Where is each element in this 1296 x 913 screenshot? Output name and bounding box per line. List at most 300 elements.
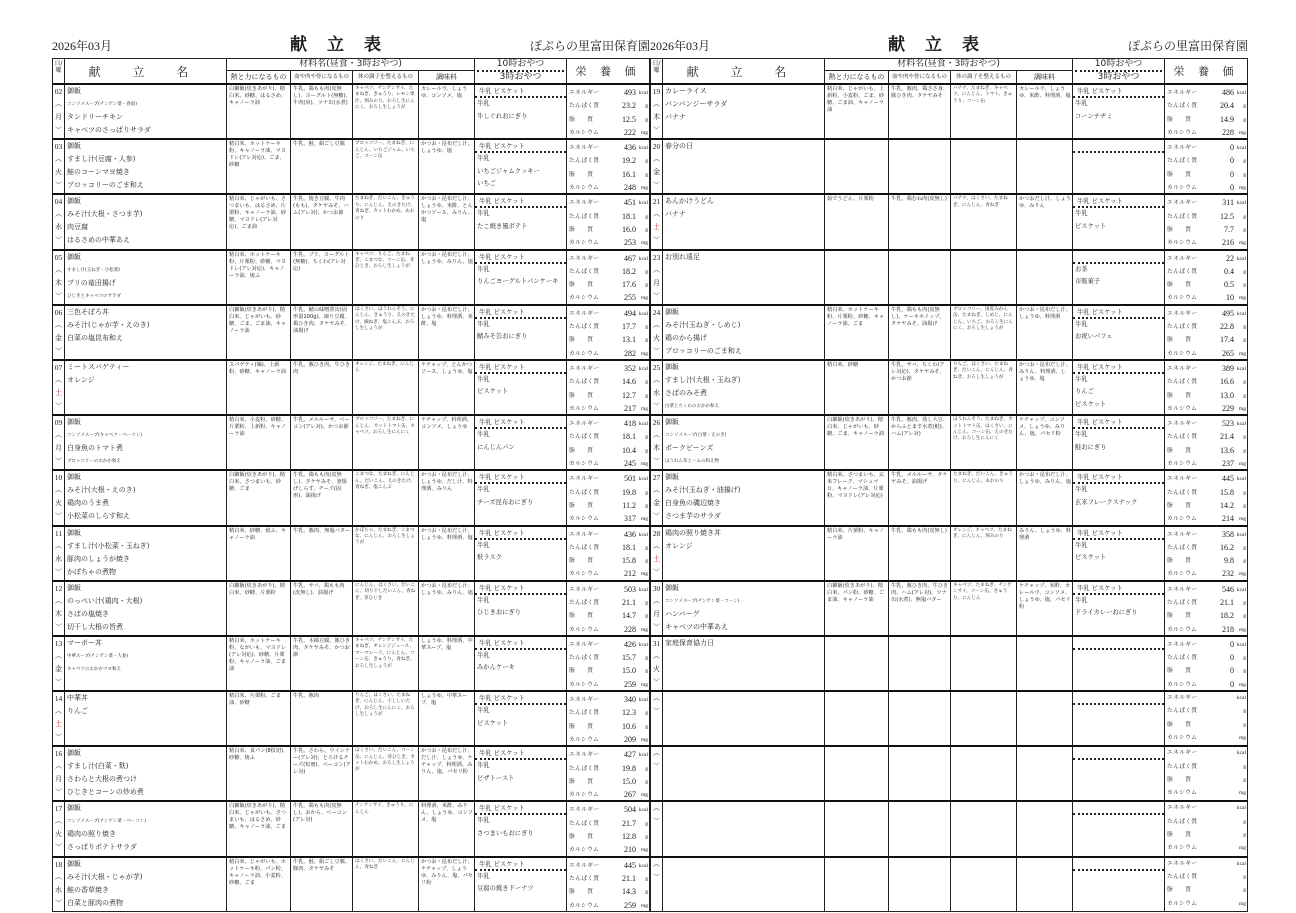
- day-number: 14: [54, 694, 63, 704]
- ingredients-seasoning: [1017, 691, 1073, 746]
- ingredients-energy: [825, 691, 889, 746]
- nutrition-cell: [567, 250, 650, 305]
- paren-open: ︵: [653, 596, 660, 605]
- snack-pm-item: ビスケット: [1075, 554, 1107, 561]
- ingredients-energy: 白御飯(炊きあがり)、精白米、じゃがいも、砂糖、ごま、ごま油、キャノーラ油: [227, 305, 291, 360]
- dish-name: バナナ: [665, 210, 686, 219]
- snack-pm: [1073, 540, 1164, 565]
- nutrition-fat: 脂 質 15.8 g: [569, 556, 648, 566]
- nutrition-fat: 脂 質 10.4 g: [569, 445, 648, 455]
- ingredients-seasoning: ケチャップ、コンソメ、しょうゆ、みりん、塩、パセリ粉: [1017, 415, 1073, 470]
- ingredients-body: 牛乳、木綿豆腐、豚ひき肉、タケヤみそ、かつお節: [291, 636, 353, 691]
- ingredients-body: 牛乳、さわら、ウインナー(アレ対)、とろけるチーズ(短冊)、ベーコン(アレ対): [291, 746, 353, 801]
- date-cell: [651, 470, 663, 525]
- date-cell: [651, 250, 663, 305]
- dish-name: タンドリーチキン: [67, 113, 123, 121]
- dish-name: 白身魚の磯辺焼き: [665, 499, 721, 508]
- ingredients-condition: オレンジ、キャベツ、たまねぎ、にんじん、刻みのり: [951, 526, 1017, 581]
- snack-pm-item: 牛乳: [477, 375, 490, 383]
- nutrition-fat: 脂 質 14.2 g: [1167, 500, 1246, 510]
- snack-am: [1073, 858, 1164, 871]
- ingredients-body: 牛乳、豚肉、無塩バター: [291, 526, 353, 581]
- snack-pm: [1073, 319, 1164, 344]
- snack-pm: [1073, 595, 1164, 620]
- paren-open: ︵: [55, 155, 62, 164]
- ingredients-condition: こまつな、たまねぎ、にんじん、だいこん、えのきたけ、青ねぎ、塩こんぶ: [353, 470, 419, 525]
- ingredients-condition: かぼちゃ、たまねぎ、こまつな、にんじん、おろし生しょうが: [353, 526, 419, 581]
- dish-name: 家庭保育協力日: [665, 638, 714, 647]
- day-number: 16: [54, 749, 63, 759]
- nutrition-energy: エネルギー 436 kcal: [569, 529, 648, 539]
- nutrition-cell: [1165, 857, 1248, 912]
- nutrition-protein: たんぱく質 g: [1167, 763, 1246, 770]
- paren-close: ︶: [55, 346, 62, 355]
- snack-cell: [475, 636, 567, 691]
- snack-pm: [475, 650, 566, 675]
- snack-am: [1073, 140, 1164, 153]
- dish-name: 鶏肉の照り焼き丼: [665, 528, 721, 537]
- paren-close: ︶: [55, 291, 62, 300]
- snack-am: 牛乳 ビスケット: [475, 306, 566, 319]
- ingredients-condition: キャベツ、チンゲンサイ、たまねぎ、きゅうり、レモン果汁、刻みのり、おろし生にんにく、おろし生しょうが: [353, 84, 419, 139]
- nutrition-fat: 脂 質 11.2 g: [569, 500, 648, 510]
- ingredients-energy: 精白米、砂糖、焼ふ、キャノーラ油: [227, 526, 291, 581]
- dish-name: 小松菜のしらす和え: [67, 512, 130, 521]
- dish-name: ミートスパゲティー: [67, 362, 130, 371]
- day-number: 30: [652, 583, 661, 593]
- snack-am: 牛乳 ビスケット: [475, 361, 566, 374]
- dish-name: さっぱりポテトサラダ: [67, 843, 137, 852]
- snack-cell: [1073, 360, 1165, 415]
- weekday: 水: [55, 223, 62, 232]
- nutrition-cell: [1165, 801, 1248, 856]
- nutrition-energy: エネルギー kcal: [1167, 750, 1246, 757]
- paren-open: ︵: [55, 872, 62, 881]
- ingredients-body: 牛乳、豚肉、鶏ささ身、豚ひき肉、タケヤみそ: [889, 84, 951, 139]
- day-number: 23: [652, 252, 661, 262]
- paren-close: ︶: [55, 126, 62, 134]
- menu-cell: [663, 250, 825, 305]
- dish-name: 三色そぼろ丼: [67, 307, 109, 316]
- menu-cell: [65, 84, 227, 139]
- dish-name: 鮭のコーンマヨ焼き: [67, 168, 130, 177]
- snack-am: 牛乳 ビスケット: [475, 251, 566, 264]
- header-row: [53, 59, 650, 71]
- paren-close: ︶: [55, 567, 62, 576]
- ingredients-seasoning: [1017, 857, 1073, 912]
- paren-close: ︶: [653, 567, 660, 576]
- ingredients-seasoning: カレールウ、しょうゆ、米酢、料理酒、塩: [1017, 84, 1073, 139]
- nutrition-protein: たんぱく質 0.4 g: [1167, 266, 1246, 276]
- snack-am: 牛乳 ビスケット: [475, 582, 566, 595]
- col-header-body-foods: 血や肉や骨になるもの: [291, 71, 353, 85]
- dish-name: 御飯: [67, 804, 81, 813]
- ingredients-body: 牛乳、鶏もも肉(皮無し): [889, 526, 951, 581]
- nutrition-energy: エネルギー 493 kcal: [569, 88, 648, 97]
- nutrition-fat: 脂 質 g: [1167, 776, 1246, 783]
- snack-pm-item: 麩ラスク: [477, 554, 502, 561]
- snack-pm: [475, 484, 566, 509]
- menu-day-row: [651, 360, 1248, 415]
- dish-name: みそ汁(じゃが芋・えのき): [67, 320, 150, 329]
- nutrition-protein: たんぱく質 21.1 g: [1167, 597, 1246, 607]
- dish-name: バナナ: [665, 113, 686, 121]
- weekday: 金: [653, 499, 660, 508]
- nutrition-calcium: カルシウム mg: [1167, 900, 1246, 907]
- ingredients-body: 牛乳、ブリ、ヨーグルト(無糖)、ちくわ(アレ対応): [291, 250, 353, 305]
- dish-name: ブロッコリーのおかか和え: [67, 459, 121, 465]
- dish-name: 御飯: [67, 473, 81, 482]
- date-cell: [651, 415, 663, 470]
- nutrition-protein: たんぱく質 18.1 g: [569, 432, 648, 442]
- nutrition-calcium: カルシウム 216 mg: [1167, 238, 1246, 248]
- ingredients-energy: [825, 746, 889, 801]
- snack-cell: [1073, 305, 1165, 360]
- snack-pm-item: りんご: [1075, 388, 1094, 396]
- menu-day-row: [651, 801, 1248, 856]
- date-cell: [53, 470, 65, 525]
- weekday: 木: [653, 113, 660, 121]
- snack-cell: [1073, 801, 1165, 856]
- ingredients-body: 牛乳、豚肉、蒸し大豆、からふとます水煮(鮭)、ハム(アレ対): [889, 415, 951, 470]
- page-header-right: [650, 30, 1248, 56]
- menu-cell: [65, 801, 227, 856]
- dish-name: コンソメスープ(チンゲン菜・ベーコン): [67, 819, 147, 825]
- menu-day-row: [53, 857, 650, 912]
- dish-name: 鶏肉の照り焼き: [67, 830, 116, 839]
- snack-am: 牛乳 ビスケット: [1073, 416, 1164, 429]
- menu-day-row: [53, 581, 650, 636]
- snack-am: 牛乳 ビスケット: [475, 195, 566, 208]
- snack-cell: [1073, 194, 1165, 249]
- nutrition-energy: エネルギー 311 kcal: [1167, 198, 1246, 208]
- nutrition-energy: エネルギー 358 kcal: [1167, 529, 1246, 539]
- ingredients-seasoning: ケチャップ、米酢、カレールウ、コンソメ、しょうゆ、塩、パセリ粉: [1017, 581, 1073, 636]
- dish-name: バンバンジーサラダ: [665, 100, 728, 108]
- snack-cell: [1073, 746, 1165, 801]
- snack-pm-item: りんごヨーグルトパンケーキ: [477, 278, 559, 286]
- col-header-menu: 献 立 名: [663, 59, 825, 85]
- nutrition-calcium: カルシウム 282 mg: [569, 348, 648, 358]
- nutrition-calcium: カルシウム 259 mg: [569, 900, 648, 910]
- ingredients-condition: たまねぎ、だいこん、きゅうり、にんじん、えのきたけ、青ねぎ、カットわかめ、あおのり: [353, 194, 419, 249]
- col-header-snacks: [1073, 59, 1165, 85]
- nutrition-cell: [1165, 194, 1248, 249]
- nutrition-energy: エネルギー 494 kcal: [569, 308, 648, 318]
- paren-open: ︵: [55, 762, 62, 771]
- snack-am: 牛乳 ビスケット: [475, 85, 566, 98]
- nutrition-cell: [567, 194, 650, 249]
- nutrition-energy: エネルギー kcal: [1167, 805, 1246, 812]
- nutrition-calcium: カルシウム 217 mg: [569, 403, 648, 413]
- nutrition-energy: エネルギー 523 kcal: [1167, 419, 1246, 429]
- snack-am: 牛乳 ビスケット: [475, 140, 566, 153]
- nutrition-cell: [567, 691, 650, 746]
- page-title: 献立表: [290, 35, 401, 55]
- ingredients-body: 牛乳、豚ひき肉、牛ひき肉、ハム(アレ対)、ツナ缶(水煮)、無塩バター: [889, 581, 951, 636]
- snack-pm-item: 鯖みそ缶おにぎり: [477, 333, 528, 341]
- date-cell: [53, 857, 65, 912]
- paren-close: ︶: [653, 291, 660, 300]
- nutrition-cell: [567, 636, 650, 691]
- nutrition-cell: [567, 305, 650, 360]
- nutrition-fat: 脂 質 9.8 g: [1167, 556, 1246, 566]
- menu-cell: [65, 415, 227, 470]
- paren-open: ︵: [653, 431, 660, 440]
- menu-cell: [663, 526, 825, 581]
- nutrition-energy: エネルギー 0 kcal: [1167, 639, 1246, 649]
- ingredients-condition: りんご、はくさい、たまねぎ、だいこん、にんじん、青ねぎ、おろし生しょうが: [951, 360, 1017, 415]
- dish-name: さわらと大根の煮つけ: [67, 775, 137, 784]
- nutrition-fat: 脂 質 18.2 g: [1167, 611, 1246, 621]
- nutrition-protein: たんぱく質 19.2 g: [569, 156, 648, 166]
- nutrition-calcium: カルシウム 265 mg: [1167, 348, 1246, 358]
- dish-name: みそ汁(大根・さつま芋): [67, 210, 143, 219]
- paren-open: ︵: [55, 375, 62, 384]
- snack-am: 牛乳 ビスケット: [1073, 527, 1164, 540]
- dish-name: りんご: [67, 707, 88, 716]
- menu-cell: [65, 139, 227, 194]
- menu-day-row: [53, 250, 650, 305]
- ingredients-body: 牛乳、鯖の味噌煮缶(固形量100g)、凍り豆腐、鶏ひき肉、タケヤみそ、油揚げ: [291, 305, 353, 360]
- col-header-seasoning: 調味料: [419, 71, 475, 85]
- nutrition-fat: 脂 質 0 g: [1167, 169, 1246, 179]
- col-header-body-foods: 血や肉や骨になるもの: [889, 71, 951, 85]
- snack-cell: [475, 250, 567, 305]
- nutrition-cell: [567, 415, 650, 470]
- day-number: 31: [652, 638, 661, 648]
- nutrition-cell: [1165, 360, 1248, 415]
- snack-cell: [475, 360, 567, 415]
- day-number: 17: [54, 804, 63, 814]
- date-cell: [651, 746, 663, 801]
- dish-name: 御飯: [665, 418, 679, 427]
- ingredients-condition: [951, 801, 1017, 856]
- nutrition-protein: たんぱく質 21.1 g: [569, 597, 648, 607]
- paren-open: ︵: [55, 541, 62, 550]
- ingredients-energy: [825, 250, 889, 305]
- date-cell: [53, 415, 65, 470]
- ingredients-energy: 精白米、じゃがいも、ホットケーキ粉、パン粉、キャノーラ油、小麦粉、砂糖、ごま: [227, 857, 291, 912]
- snack-am: 牛乳 ビスケット: [475, 637, 566, 650]
- nutrition-calcium: カルシウム 0 mg: [1167, 183, 1246, 193]
- dish-name: 御飯: [665, 583, 679, 592]
- menu-cell: [65, 857, 227, 912]
- paren-open: ︵: [653, 749, 660, 758]
- nutrition-energy: エネルギー 427 kcal: [569, 750, 648, 760]
- ingredients-seasoning: かつお・昆布だし汁、しょうゆ、米酢、とんかつソース、みりん、塩: [419, 194, 475, 249]
- menu-cell: [65, 305, 227, 360]
- date-cell: [651, 139, 663, 194]
- nutrition-calcium: カルシウム 209 mg: [569, 734, 648, 744]
- nutrition-energy: エネルギー 389 kcal: [1167, 363, 1246, 373]
- nutrition-cell: [1165, 84, 1248, 139]
- menu-cell: [65, 746, 227, 801]
- ingredients-energy: 白御飯(炊きあがり)、精白米、砂糖、片栗粉: [227, 581, 291, 636]
- dish-name: 御飯: [67, 749, 81, 758]
- day-number: 07: [54, 362, 63, 372]
- menu-cell: [663, 139, 825, 194]
- snack-cell: [475, 691, 567, 746]
- snack-cell: [475, 139, 567, 194]
- snack-pm: [475, 153, 566, 191]
- dish-name: オレンジ: [665, 541, 693, 550]
- snack-pm: [1073, 374, 1164, 412]
- menu-day-row: [651, 305, 1248, 360]
- ingredients-condition: キャベツ、チンゲンサイ、たまねぎ、オレンジジュース、マーマレード、にんじん、コーン缶、きゅうり、青ねぎ、おろし生しょうが: [353, 636, 419, 691]
- menu-day-row: [53, 526, 650, 581]
- dish-name: キャベツのさっぱりサラダ: [67, 126, 151, 134]
- nutrition-calcium: カルシウム 10 mg: [1167, 293, 1246, 303]
- ingredients-seasoning: みりん、しょうゆ、料理酒: [1017, 526, 1073, 581]
- nutrition-calcium: カルシウム 232 mg: [1167, 569, 1246, 579]
- paren-open: ︵: [55, 817, 62, 826]
- snack-cell: [1073, 691, 1165, 746]
- day-number: 11: [54, 528, 63, 538]
- col-header-date: 日/曜: [53, 59, 65, 85]
- paren-open: ︵: [55, 486, 62, 495]
- ingredients-seasoning: かつお・昆布だし汁、みりん、料理酒、しょうゆ、塩: [1017, 360, 1073, 415]
- snack-pm-item: たこ焼き風ポテト: [477, 222, 528, 230]
- nutrition-protein: たんぱく質 19.8 g: [569, 487, 648, 497]
- paren-open: ︵: [653, 859, 660, 868]
- menu-day-row: [651, 691, 1248, 746]
- snack-pm-item: ビスケット: [477, 719, 509, 727]
- school-name: ぽぷらの里富田保育園: [1127, 39, 1248, 53]
- snack-pm-item: 牛乳: [477, 541, 490, 549]
- date-cell: [53, 305, 65, 360]
- snack-cell: [475, 746, 567, 801]
- nutrition-fat: 脂 質 12.7 g: [569, 390, 648, 400]
- snack-am: 牛乳 ビスケット: [475, 747, 566, 760]
- dish-name: ブロッコリーのごま和え: [665, 346, 742, 355]
- ingredients-condition: [951, 691, 1017, 746]
- snack-pm-item: 牛乳: [1075, 596, 1088, 604]
- nutrition-fat: 脂 質 17.6 g: [569, 280, 648, 290]
- nutrition-calcium: カルシウム 253 mg: [569, 238, 648, 248]
- snack-cell: [475, 84, 567, 139]
- dish-name: 御飯: [67, 418, 81, 427]
- ingredients-energy: [825, 857, 889, 912]
- school-name: ぽぷらの里富田保育園: [529, 39, 650, 53]
- dish-name: みそ汁(大根・じゃが芋): [67, 872, 143, 881]
- weekday: 火: [55, 830, 62, 839]
- nutrition-cell: [567, 470, 650, 525]
- ingredients-energy: 白御飯(炊きあがり)、精白米、砂糖、はるさめ、キャノーラ油: [227, 84, 291, 139]
- paren-open: ︵: [55, 210, 62, 219]
- paren-open: ︵: [55, 320, 62, 329]
- ingredients-seasoning: かつお・昆布だし汁、しょうゆ、みりん、塩: [419, 250, 475, 305]
- nutrition-protein: たんぱく質 20.4 g: [1167, 101, 1246, 111]
- weekday: 土: [55, 720, 62, 729]
- nutrition-energy: エネルギー 418 kcal: [569, 419, 648, 429]
- weekday: 水: [55, 554, 62, 563]
- menu-table-left: [52, 58, 650, 912]
- dish-name: 切干し大根の旨煮: [67, 622, 123, 631]
- nutrition-protein: たんぱく質 g: [1167, 818, 1246, 825]
- ingredients-condition: キャベツ、たまねぎ、チンゲンサイ、コーン缶、きゅうり、にんじん: [951, 581, 1017, 636]
- paren-open: ︵: [55, 265, 62, 274]
- ingredients-body: 牛乳、鶏もも肉(皮無し)、おから、ベーコン(アレ対): [291, 801, 353, 856]
- nutrition-protein: たんぱく質 g: [1167, 873, 1246, 880]
- nutrition-protein: たんぱく質 0 g: [1167, 156, 1246, 166]
- menu-cell: [663, 746, 825, 801]
- nutrition-protein: たんぱく質 15.8 g: [1167, 487, 1246, 497]
- snack-pm-item: ビスケット: [477, 388, 509, 396]
- snack-pm-item: 牛乳: [477, 100, 490, 107]
- menu-cell: [663, 84, 825, 139]
- paren-close: ︶: [653, 236, 660, 245]
- snack-am: [1073, 802, 1164, 815]
- ingredients-seasoning: かつお・昆布だし汁、しょうゆ、料理酒、塩: [419, 526, 475, 581]
- dish-name: 御飯: [67, 87, 81, 95]
- dish-name: 御飯: [67, 197, 81, 206]
- ingredients-condition: バナナ、はくさい、たまねぎ、にんじん、青ねぎ: [951, 194, 1017, 249]
- day-number: 10: [54, 473, 63, 483]
- ingredients-condition: [951, 250, 1017, 305]
- nutrition-fat: 脂 質 14.3 g: [569, 887, 648, 897]
- menu-cell: [65, 250, 227, 305]
- snack-cell: [475, 857, 567, 912]
- snack-am: [1073, 251, 1164, 264]
- dish-name: さばの塩焼き: [67, 609, 109, 618]
- weekday: 火: [55, 168, 62, 177]
- snack-pm-item: いちごジャムクッキー: [477, 167, 540, 175]
- snack-pm-item: 牛乳: [1075, 431, 1088, 439]
- snack-cell: [1073, 415, 1165, 470]
- snack-am: 牛乳 ビスケット: [475, 692, 566, 705]
- snack-am: 牛乳 ビスケット: [1073, 582, 1164, 595]
- snack-pm-item: 牛乳: [1075, 210, 1088, 218]
- paren-close: ︶: [653, 512, 660, 521]
- nutrition-protein: たんぱく質 21.7 g: [569, 818, 648, 828]
- date-cell: [651, 526, 663, 581]
- nutrition-cell: [567, 857, 650, 912]
- paren-close: ︶: [55, 236, 62, 245]
- snack-pm-item: 牛乳: [477, 155, 490, 163]
- menu-cell: [65, 691, 227, 746]
- nutrition-fat: 脂 質 12.8 g: [569, 832, 648, 842]
- nutrition-protein: たんぱく質 18.1 g: [569, 542, 648, 552]
- day-number: 18: [54, 859, 63, 869]
- date-cell: [651, 581, 663, 636]
- snack-cell: [1073, 636, 1165, 691]
- day-number: 27: [652, 473, 661, 483]
- dish-name: 鶏のから揚げ: [665, 333, 707, 342]
- col-header-materials: 材料名(昼食・3時おやつ): [825, 59, 1073, 71]
- ingredients-body: 牛乳、焼き豆腐、牛肉(もも)、タケヤみそ、ハム(アレ対)、かつお節: [291, 194, 353, 249]
- nutrition-cell: [567, 84, 650, 139]
- ingredients-seasoning: かつお・昆布だし汁、しょうゆ、料理酒: [1017, 305, 1073, 360]
- dish-name: さつま芋のサラダ: [665, 512, 721, 521]
- dish-name: みそ汁(大根・えのき): [67, 486, 136, 495]
- date-cell: [53, 526, 65, 581]
- date-cell: [53, 139, 65, 194]
- nutrition-energy: エネルギー 426 kcal: [569, 639, 648, 649]
- paren-close: ︶: [653, 707, 660, 716]
- date-cell: [53, 801, 65, 856]
- day-number: 12: [54, 583, 63, 593]
- dish-name: ひじきとコーンの炒め煮: [67, 788, 144, 797]
- snack-pm-item: ドライカレーおにぎり: [1075, 609, 1138, 617]
- weekday: 月: [55, 444, 62, 453]
- nutrition-energy: エネルギー 451 kcal: [569, 198, 648, 208]
- menu-cell: [663, 360, 825, 415]
- ingredients-seasoning: かつお・昆布だし汁、しょうゆ、塩: [419, 139, 475, 194]
- snack-pm: [475, 264, 566, 289]
- weekday: 木: [55, 609, 62, 618]
- snack-am: 牛乳 ビスケット: [1073, 195, 1164, 208]
